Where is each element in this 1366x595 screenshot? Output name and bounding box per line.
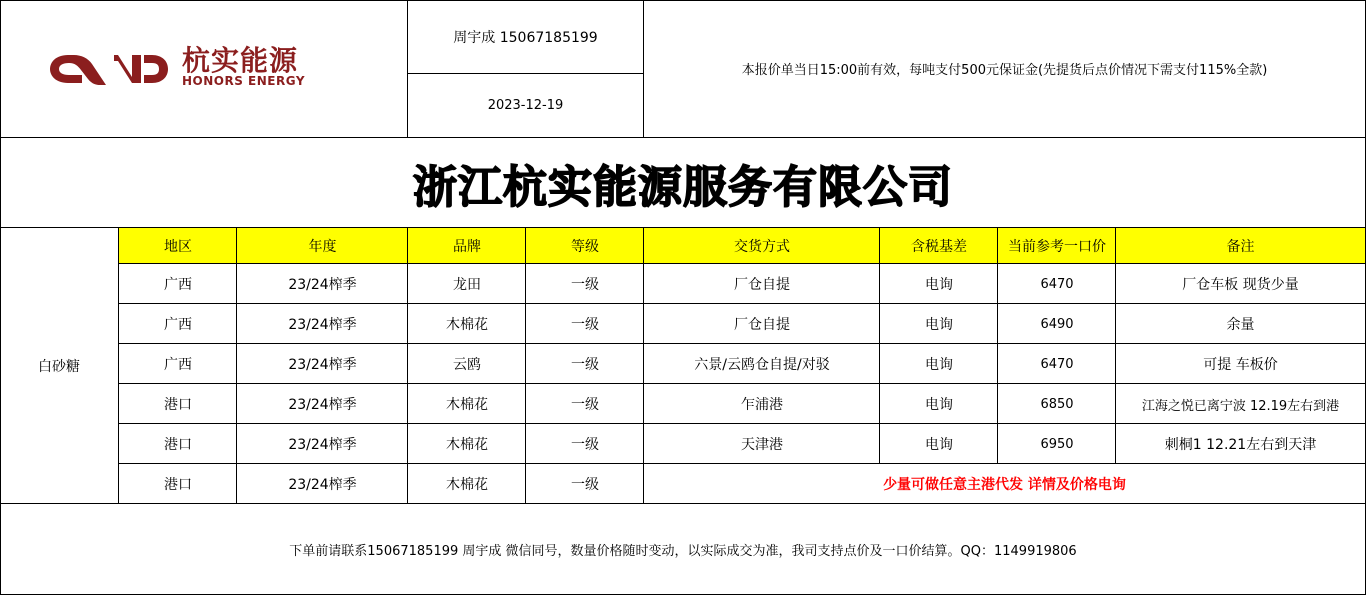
cell-grade: 一级 <box>571 476 599 493</box>
col-header-brand: 品牌 <box>453 238 481 255</box>
cell-brand: 木棉花 <box>446 476 488 493</box>
cell-region: 广西 <box>164 277 192 293</box>
col-header-region: 地区 <box>164 238 192 255</box>
cell-year: 23/24榨季 <box>288 357 357 373</box>
cell-brand: 木棉花 <box>446 317 488 333</box>
logo-text-cn: 杭实能源 <box>182 44 299 77</box>
cell-price: 6490 <box>1040 316 1074 332</box>
footer-note: 下单前请联系15067185199 周宇成 微信同号，数量价格随时变动，以实际成交为准，我司支持点价及一口价结算。QQ：1149919806 <box>289 543 1077 559</box>
company-title: 浙江杭实能源服务有限公司 <box>413 161 953 213</box>
cell-region: 港口 <box>164 397 192 413</box>
cell-basis: 电询 <box>925 277 953 293</box>
cell-region: 广西 <box>164 317 192 333</box>
cell-brand: 木棉花 <box>446 397 488 413</box>
cell-note: 余量 <box>1226 317 1255 333</box>
cell-delivery: 厂仓自提 <box>734 277 790 293</box>
cell-basis: 电询 <box>925 357 953 373</box>
cell-price: 6850 <box>1040 396 1074 412</box>
cell-note: 可提 车板价 <box>1203 357 1278 373</box>
cell-price: 6950 <box>1040 436 1074 452</box>
col-header-year: 年度 <box>308 238 337 255</box>
cell-year: 23/24榨季 <box>288 397 357 413</box>
quote-date: 2023-12-19 <box>487 97 564 113</box>
cell-merged-note: 少量可做任意主港代发 详情及价格电询 <box>883 476 1126 493</box>
cell-note: 厂仓车板 现货少量 <box>1182 277 1299 293</box>
col-header-note: 备注 <box>1226 238 1255 255</box>
logo <box>48 46 348 92</box>
cell-note: 刺桐1 12.21左右到天津 <box>1164 437 1317 453</box>
product-name: 白砂糖 <box>38 358 80 375</box>
col-header-delivery: 交货方式 <box>734 238 790 255</box>
cell-grade: 一级 <box>571 397 599 413</box>
cell-brand: 木棉花 <box>446 437 488 453</box>
cell-brand: 龙田 <box>453 277 481 293</box>
cell-basis: 电询 <box>925 437 953 453</box>
cell-year: 23/24榨季 <box>288 277 357 293</box>
validity-notice: 本报价单当日15:00前有效，每吨支付500元保证金(先提货后点价情况下需支付115%全款) <box>741 63 1268 78</box>
cell-grade: 一级 <box>571 357 599 373</box>
cell-note: 江海之悦已离宁波 12.19左右到港 <box>1141 398 1340 414</box>
cell-basis: 电询 <box>925 317 953 333</box>
cell-region: 港口 <box>164 437 192 453</box>
col-header-price: 当前参考一口价 <box>1008 238 1106 255</box>
cell-brand: 云鸥 <box>453 357 481 373</box>
cell-region: 广西 <box>164 357 192 373</box>
logo-text-en: HONORS ENERGY <box>182 74 306 88</box>
contact-info: 周宇成 15067185199 <box>453 29 598 46</box>
honors-logo-mark-icon <box>48 49 170 89</box>
cell-basis: 电询 <box>925 397 953 413</box>
cell-grade: 一级 <box>571 317 599 333</box>
cell-price: 6470 <box>1040 356 1074 372</box>
col-header-basis: 含税基差 <box>911 238 967 255</box>
col-header-grade: 等级 <box>571 238 599 255</box>
cell-year: 23/24榨季 <box>288 476 357 493</box>
cell-year: 23/24榨季 <box>288 437 357 453</box>
cell-price: 6470 <box>1040 276 1074 292</box>
cell-grade: 一级 <box>571 277 599 293</box>
cell-grade: 一级 <box>571 437 599 453</box>
cell-region: 港口 <box>164 476 192 493</box>
cell-delivery: 六景/云鸥仓自提/对驳 <box>694 357 830 373</box>
cell-year: 23/24榨季 <box>288 317 357 333</box>
cell-delivery: 天津港 <box>741 437 783 453</box>
cell-delivery: 乍浦港 <box>741 397 783 413</box>
cell-delivery: 厂仓自提 <box>734 317 790 333</box>
